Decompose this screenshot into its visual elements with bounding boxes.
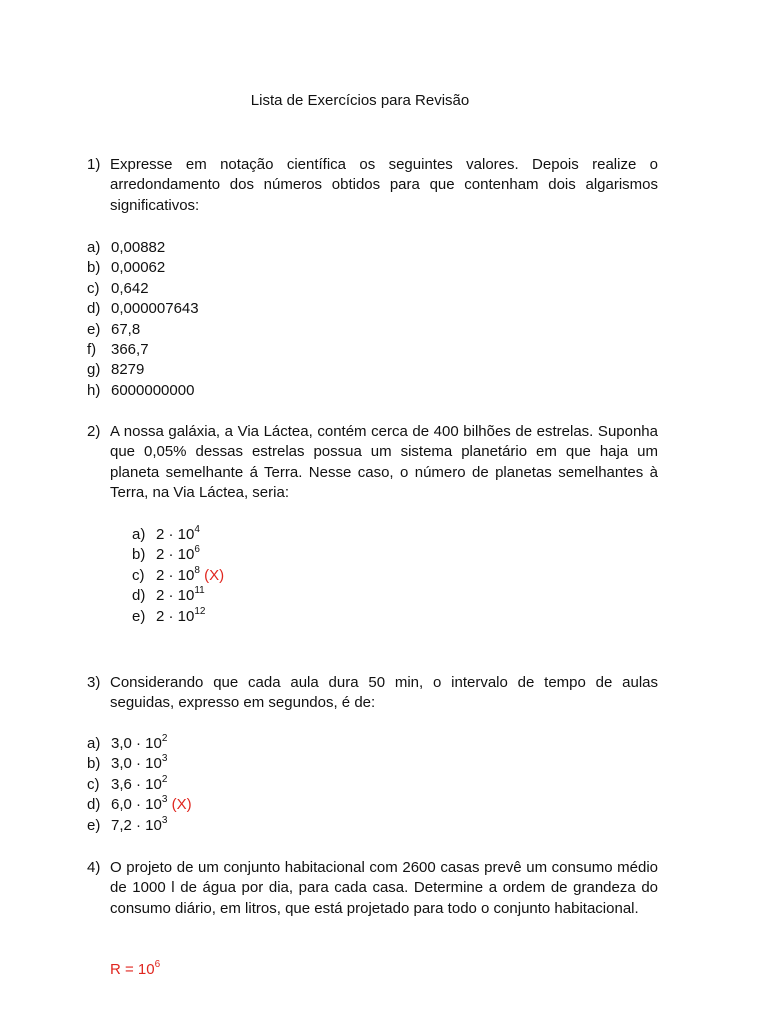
question-1 [87,155,658,216]
option-a [132,525,224,545]
item-value: 0,642 [111,279,149,297]
answer-mark: (X) [204,566,225,584]
option-label: b) [87,755,101,773]
option-exponent: 2 [161,733,168,744]
item-label: b) [87,259,101,277]
option-exponent: 3 [161,753,168,765]
answer-base: R = 10 [110,961,155,978]
option-c [132,566,224,586]
q3-option-list [87,734,192,836]
option-exponent: 11 [194,585,205,597]
q2-option-list [132,525,224,627]
question-text: O projeto de um conjunto habitacional com 2600 casas prevê um consumo médio de 1000 l de água por dia, para cada casa. Determine a ordem de grandeza do consumo diário, em litros, que está projetado para todo o conjunto habitacional. [110,859,658,917]
item-value: 8279 [111,361,145,379]
option-label: d) [132,587,146,605]
option-e [132,607,224,627]
page-title: Lista de Exercícios para Revisão [250,92,470,109]
option-label: a) [87,735,101,752]
option-exponent: 2 [161,773,168,785]
list-item [87,360,199,380]
item-label: g) [87,361,101,379]
option-base: 3,0 · 10 [111,735,162,752]
option-a [87,734,192,754]
question-number: 2) [87,423,101,440]
question-2 [87,422,658,504]
item-label: h) [87,381,101,399]
option-base: 2 · 10 [156,526,195,543]
question-text: A nossa galáxia, a Via Láctea, contém cerca de 400 bilhões de estrelas. Suponha que 0,05% dessas estrelas possua um sistema planetário em que haja um planeta semelhante á Terra. Nesse caso, o número de planetas semelhantes à Terra, na Via Láctea, seria: [110,423,658,502]
item-label: c) [87,279,100,297]
list-item [87,381,199,401]
list-item [87,258,199,278]
list-item [87,279,199,299]
item-value: 0,00062 [111,259,166,277]
option-exponent: 3 [161,814,168,826]
q1-item-list [87,238,199,401]
question-3 [87,673,658,714]
item-value: 0,00882 [111,239,166,256]
option-label: b) [132,546,146,564]
option-base: 2 · 10 [156,566,195,584]
option-exponent: 12 [194,605,206,617]
item-label: d) [87,300,101,318]
question-text: Expresse em notação científica os seguintes valores. Depois realize o arredondamento dos números obtidos para que contenham dois algarismos significativos: [110,156,658,214]
option-exponent: 6 [194,544,200,556]
option-label: a) [132,526,146,543]
option-exponent: 4 [194,524,200,535]
answer-exponent: 6 [154,959,161,970]
question-4 [87,858,658,919]
item-value: 67,8 [111,320,141,338]
option-base: 3,0 · 10 [111,755,162,773]
list-item [87,320,199,340]
option-e [87,816,192,836]
option-base: 6,0 · 10 [111,796,162,814]
option-base: 2 · 10 [156,587,195,605]
item-label: f) [87,340,97,358]
question-number: 3) [87,674,101,691]
item-value: 6000000000 [111,381,195,399]
question-number: 1) [87,156,101,173]
option-label: d) [87,796,101,814]
list-item [87,299,199,319]
option-label: c) [87,775,100,793]
option-label: c) [132,566,145,584]
option-base: 2 · 10 [156,546,195,564]
option-exponent: 8 [194,564,200,576]
option-base: 3,6 · 10 [111,775,162,793]
option-exponent: 3 [161,794,168,806]
answer-mark: (X) [171,796,192,814]
item-value: 0,000007643 [111,300,199,318]
option-d [87,795,192,815]
item-label: e) [87,320,101,338]
option-label: e) [132,607,146,625]
option-c [87,775,192,795]
item-value: 366,7 [111,340,149,358]
option-b [87,754,192,774]
question-text: Considerando que cada aula dura 50 min, o intervalo de tempo de aulas seguidas, expresso em segundos, é de: [110,674,658,712]
item-label: a) [87,239,101,256]
list-item [87,340,199,360]
answer-text [110,960,160,980]
option-base: 2 · 10 [156,607,195,625]
list-item [87,238,199,258]
option-base: 7,2 · 10 [111,816,162,834]
question-number: 4) [87,859,101,876]
option-b [132,545,224,565]
option-d [132,586,224,606]
option-label: e) [87,816,101,834]
